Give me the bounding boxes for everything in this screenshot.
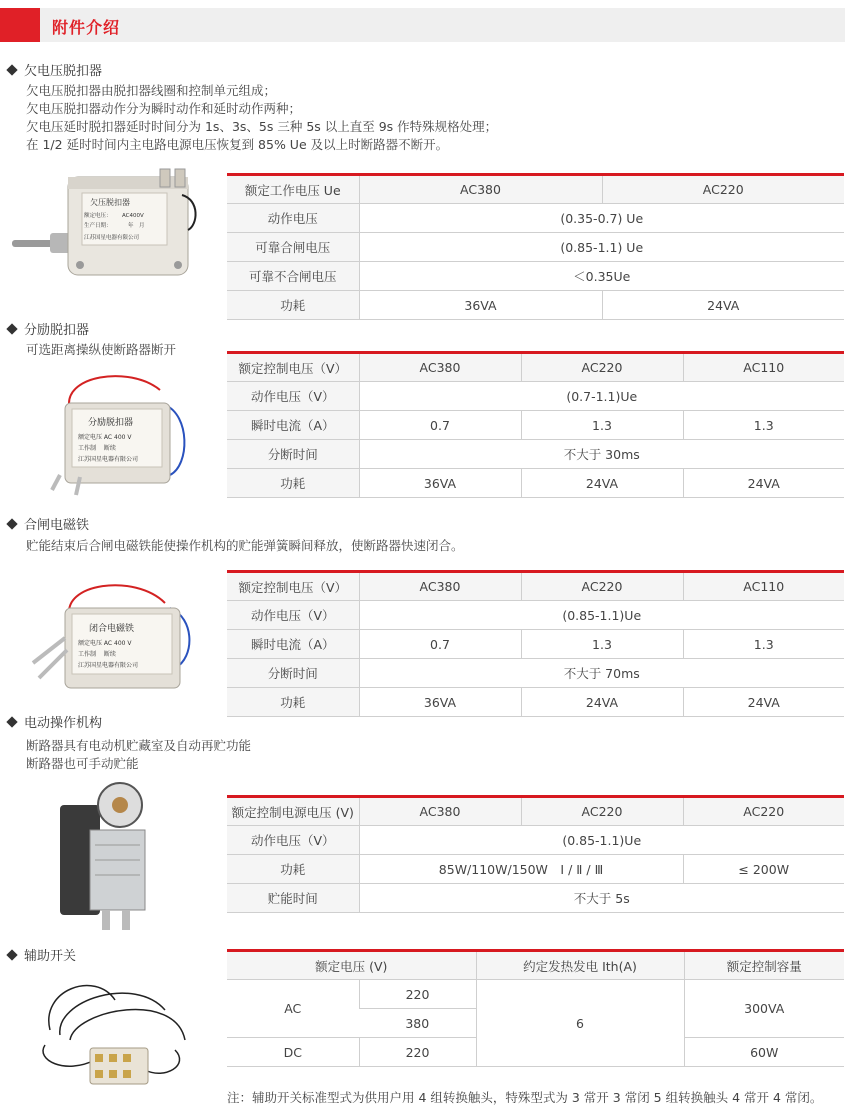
device-label-title: 闭合电磁铁 [89, 624, 135, 634]
undervoltage-spec-table [227, 173, 844, 320]
table-cell: AC220 [602, 175, 844, 204]
table-cell: 36VA [359, 291, 602, 320]
table-cell: 瞬时电流（A） [227, 630, 359, 659]
table-row [227, 659, 844, 688]
undervoltage-release-photo [10, 165, 210, 290]
table-cell: 功耗 [227, 291, 359, 320]
table-header-row [227, 951, 844, 980]
section-header [0, 8, 845, 42]
header-accent-block [0, 8, 40, 42]
shunt-release-photo [40, 365, 200, 500]
table-cell: (0.85-1.1)Ue [359, 826, 844, 855]
device-label-duty: 工作制 断续 [78, 445, 116, 452]
table-cell: 不大于 5s [359, 884, 844, 913]
closing-description: 贮能结束后合闸电磁铁能使操作机构的贮能弹簧瞬间释放，使断路器快速闭合。 [26, 538, 464, 553]
table-cell: AC220 [521, 797, 683, 826]
table-cell: 不大于 30ms [359, 440, 844, 469]
table-cell: 可靠不合闸电压 [227, 262, 359, 291]
table-cell: AC220 [521, 353, 683, 382]
table-cell: 0.7 [359, 411, 521, 440]
table-cell: 85W/110W/150W Ⅰ / Ⅱ / Ⅲ [359, 855, 683, 884]
table-row [227, 204, 844, 233]
table-header-row [227, 797, 844, 826]
device-label-voltage: 额定电压 AC 400 V [78, 434, 132, 441]
table-row [227, 291, 844, 320]
footnote: 注：辅助开关标准型式为供用户用 4 组转换触头，特殊型式为 3 常开 3 常闭 5 组转换触头 4 常开 4 常闭。 [227, 1090, 823, 1105]
section-title-shunt: 分励脱扣器 [8, 319, 89, 338]
diamond-bullet-icon [6, 64, 17, 75]
table-cell: 贮能时间 [227, 884, 359, 913]
table-cell: 分断时间 [227, 659, 359, 688]
table-row [227, 980, 844, 1009]
table-row [227, 469, 844, 498]
diamond-bullet-icon [6, 518, 17, 529]
diamond-bullet-icon [6, 716, 17, 727]
table-cell: 额定电压 (V) [227, 951, 476, 980]
table-cell: 1.3 [521, 411, 683, 440]
table-cell: (0.85-1.1) Ue [359, 233, 844, 262]
table-cell: 额定控制电源电压 (V) [227, 797, 359, 826]
table-row [227, 855, 844, 884]
table-cell: 可靠合闸电压 [227, 233, 359, 262]
table-cell: 额定控制电压（V） [227, 572, 359, 601]
device-label-maker: 江苏国星电器有限公司 [78, 456, 139, 463]
shunt-spec-table [227, 351, 844, 498]
table-cell: DC [227, 1038, 359, 1067]
table-row [227, 688, 844, 717]
table-header-row [227, 353, 844, 382]
table-cell: AC380 [359, 175, 602, 204]
device-label-date: 生产日期： [84, 223, 112, 229]
device-label-maker: 江苏国星电器有限公司 [84, 235, 140, 241]
closing-spec-table [227, 570, 844, 717]
table-row [227, 233, 844, 262]
table-cell: 功耗 [227, 855, 359, 884]
table-cell: 380 [359, 1009, 476, 1038]
table-row [227, 630, 844, 659]
diamond-bullet-icon [6, 323, 17, 334]
table-header-row [227, 175, 844, 204]
table-cell: 220 [359, 1038, 476, 1067]
table-cell: AC110 [683, 572, 844, 601]
motor-description: 断路器具有电动机贮藏室及自动再贮功能 断路器也可手动贮能 [26, 738, 252, 771]
table-cell: AC110 [683, 353, 844, 382]
table-cell: 动作电压 [227, 204, 359, 233]
device-label-voltage-value: AC400V [122, 213, 144, 219]
table-cell: 300VA [684, 980, 844, 1038]
motor-mechanism-photo [50, 775, 160, 935]
table-cell: (0.7-1.1)Ue [359, 382, 844, 411]
table-cell: 额定工作电压 Ue [227, 175, 359, 204]
table-cell: 36VA [359, 688, 521, 717]
table-row [227, 601, 844, 630]
table-cell: 220 [359, 980, 476, 1009]
table-cell: 24VA [602, 291, 844, 320]
table-cell: 瞬时电流（A） [227, 411, 359, 440]
table-header-row [227, 572, 844, 601]
table-row [227, 826, 844, 855]
table-cell: ≤ 200W [683, 855, 844, 884]
table-cell: 1.3 [683, 411, 844, 440]
table-cell: 动作电压（V） [227, 601, 359, 630]
table-cell: 功耗 [227, 469, 359, 498]
table-cell: (0.35-0.7) Ue [359, 204, 844, 233]
table-cell: AC380 [359, 353, 521, 382]
device-label-duty: 工作制 断续 [78, 651, 116, 658]
device-label-maker: 江苏国星电器有限公司 [78, 662, 139, 669]
table-cell: 额定控制电压（V） [227, 353, 359, 382]
table-cell: 功耗 [227, 688, 359, 717]
diamond-bullet-icon [6, 949, 17, 960]
table-cell: AC380 [359, 572, 521, 601]
closing-electromagnet-photo [25, 578, 205, 698]
device-label-voltage: 额定电压： [84, 213, 112, 219]
device-label-date-value: 年 月 [128, 223, 145, 229]
table-cell: 36VA [359, 469, 521, 498]
table-cell: ＜0.35Ue [359, 262, 844, 291]
table-cell: 约定发热发电 Ith(A) [476, 951, 684, 980]
section-title-closing: 合闸电磁铁 [8, 514, 89, 533]
section-title-motor: 电动操作机构 [8, 712, 102, 731]
shunt-description: 可选距离操纵使断路器断开 [26, 342, 177, 357]
table-cell: 60W [684, 1038, 844, 1067]
table-cell: AC220 [683, 797, 844, 826]
page-title: 附件介绍 [52, 18, 121, 37]
table-cell: 分断时间 [227, 440, 359, 469]
aux-spec-table [227, 949, 844, 1067]
device-label-voltage: 额定电压 AC 400 V [78, 640, 132, 647]
section-title-aux: 辅助开关 [8, 945, 76, 964]
table-row [227, 884, 844, 913]
table-cell: 1.3 [683, 630, 844, 659]
table-row [227, 411, 844, 440]
table-cell: 24VA [683, 688, 844, 717]
table-cell: 动作电压（V） [227, 826, 359, 855]
device-label-title: 欠压脱扣器 [90, 198, 130, 207]
section-title-undervoltage: 欠电压脱扣器 [8, 60, 102, 79]
table-row [227, 382, 844, 411]
table-cell: AC380 [359, 797, 521, 826]
table-row [227, 262, 844, 291]
device-label-title: 分励脱扣器 [88, 418, 134, 428]
table-cell: (0.85-1.1)Ue [359, 601, 844, 630]
table-cell: AC [227, 980, 359, 1038]
table-cell: 不大于 70ms [359, 659, 844, 688]
table-cell: 24VA [683, 469, 844, 498]
undervoltage-description: 欠电压脱扣器由脱扣器线圈和控制单元组成； 欠电压脱扣器动作分为瞬时动作和延时动作两种； 欠电压延时脱扣器延时时间分为 1s、3s、5s 三种 5s 以上直至 9s 作特殊规格处理； 在 1/2 延时时间内主电路电源电压恢复到 85% Ue 及以上时断路器不断开。 [26, 83, 498, 152]
table-cell: AC220 [521, 572, 683, 601]
table-cell: 0.7 [359, 630, 521, 659]
aux-switch-photo [35, 970, 195, 1090]
table-cell: 动作电压（V） [227, 382, 359, 411]
table-cell: 24VA [521, 469, 683, 498]
table-cell: 6 [476, 980, 684, 1067]
motor-spec-table [227, 795, 844, 913]
table-cell: 24VA [521, 688, 683, 717]
table-cell: 1.3 [521, 630, 683, 659]
table-row [227, 440, 844, 469]
table-cell: 额定控制容量 [684, 951, 844, 980]
